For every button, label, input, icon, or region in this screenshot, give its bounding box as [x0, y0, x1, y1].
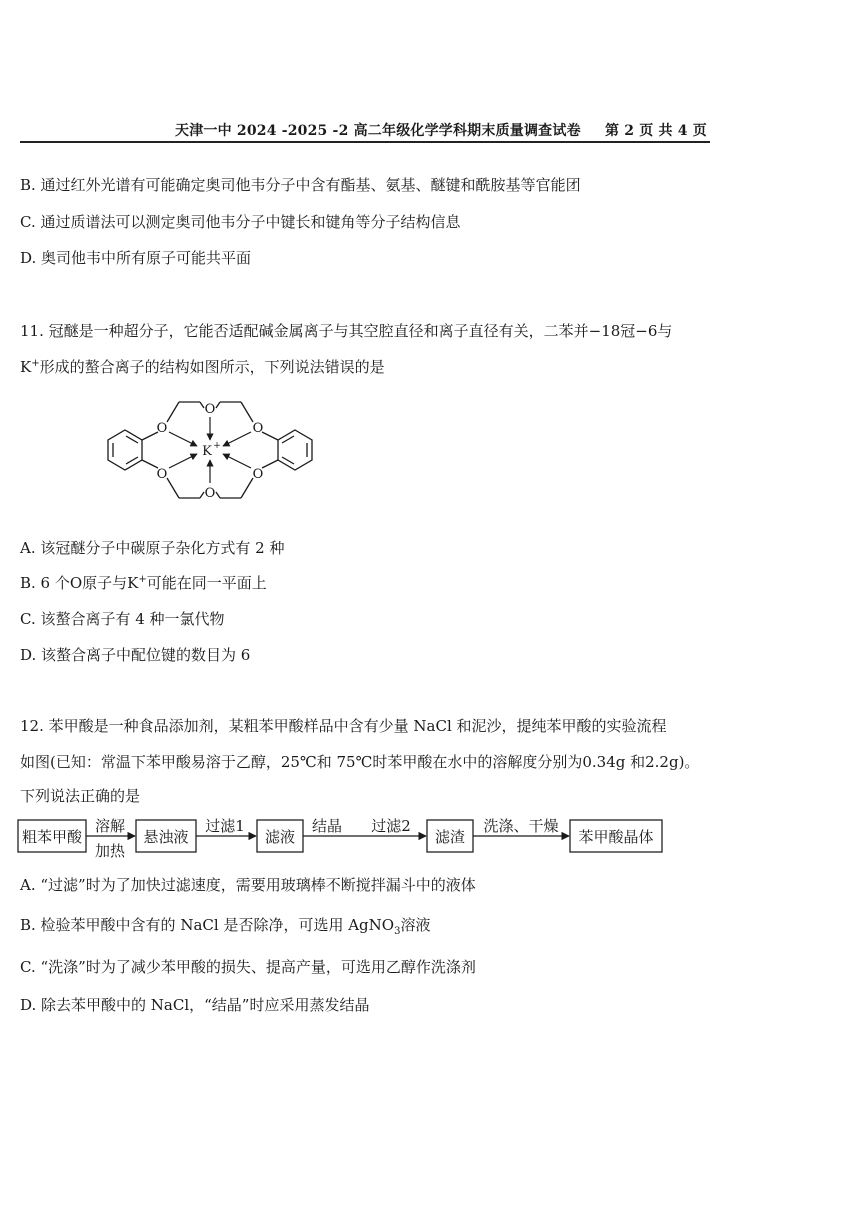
page-info: 第 2 页 共 4 页: [604, 123, 708, 139]
header-divider: [20, 141, 710, 143]
q12-stem-line3: 下列说法正确的是: [20, 787, 141, 805]
flow-arrow-label: 加热: [94, 842, 126, 860]
potassium-ion-charge: +: [213, 441, 221, 451]
q10-option-c: C. 通过质谱法可以测定奥司他韦分子中键长和键角等分子结构信息: [20, 213, 461, 231]
q11-stem-line2: K+形成的螯合离子的结构如图所示，下列说法错误的是: [20, 358, 385, 376]
q11-option-a: A. 该冠醚分子中碳原子杂化方式有 2 种: [20, 539, 285, 557]
oxygen-atom-label: O: [204, 402, 216, 417]
oxygen-atom-label: O: [252, 467, 264, 482]
flow-arrow-label: 结晶: [311, 817, 343, 835]
q11-option-c: C. 该螯合离子有 4 种一氯代物: [20, 610, 225, 628]
flow-box-label: 滤液: [264, 828, 296, 846]
flow-arrow-label: 洗涤、干燥: [483, 817, 559, 835]
q12-option-c: C. “洗涤”时为了减少苯甲酸的损失、提高产量，可选用乙醇作洗涤剂: [20, 958, 476, 976]
oxygen-atom-label: O: [156, 467, 168, 482]
coordination-bond-arrow: [223, 432, 251, 446]
coordination-bond-arrow: [169, 454, 197, 468]
flow-arrow-label: 过滤2: [371, 817, 411, 835]
page-header: [175, 120, 707, 140]
coordination-bond-arrow: [169, 432, 197, 446]
coordination-bond-arrow: [223, 454, 251, 468]
q11-stem-line1: 11. 冠醚是一种超分子，它能否适配碱金属离子与其空腔直径和离子直径有关，二苯并−18冠−6与: [20, 322, 673, 340]
q12-stem-line1: 12. 苯甲酸是一种食品添加剂，某粗苯甲酸样品中含有少量 NaCl 和泥沙，提纯苯甲酸的实验流程: [20, 717, 667, 735]
q10-option-d: D. 奥司他韦中所有原子可能共平面: [20, 249, 252, 267]
flow-arrow-label: 溶解: [94, 817, 126, 835]
oxygen-atom-label: O: [204, 486, 216, 501]
flow-arrow-label: 过滤1: [205, 817, 245, 835]
purification-flowchart: [15, 812, 675, 864]
flow-box-label: 滤渣: [434, 828, 466, 846]
oxygen-atom-label: O: [252, 421, 264, 436]
q10-option-b: B. 通过红外光谱有可能确定奥司他韦分子中含有酯基、氨基、醚键和酰胺基等官能团: [20, 176, 581, 194]
oxygen-atom-label: O: [156, 421, 168, 436]
q11-option-b: B. 6 个O原子与K+可能在同一平面上: [20, 574, 267, 592]
q12-option-d: D. 除去苯甲酸中的 NaCl，“结晶”时应采用蒸发结晶: [20, 996, 370, 1014]
flow-box-label: 粗苯甲酸: [21, 828, 83, 846]
potassium-ion-label: K: [202, 444, 212, 459]
q12-option-b: B. 检验苯甲酸中含有的 NaCl 是否除净，可选用 AgNO$_3$溶液: [20, 916, 431, 937]
flow-box-label: 苯甲酸晶体: [578, 828, 654, 846]
exam-title: 天津一中 2024 -2025 -2 高二年级化学学科期末质量调查试卷: [175, 123, 581, 139]
q12-option-a: A. “过滤”时为了加快过滤速度，需要用玻璃棒不断搅拌漏斗中的液体: [20, 876, 476, 894]
crown-ether-structure-diagram: [95, 388, 325, 523]
q12-stem-line2: 如图(已知：常温下苯甲酸易溶于乙醇，25℃和 75℃时苯甲酸在水中的溶解度分别为0.34g 和2.2g)。: [20, 753, 700, 771]
flow-box-label: 悬浊液: [143, 828, 189, 846]
q11-option-d: D. 该螯合离子中配位键的数目为 6: [20, 646, 251, 664]
